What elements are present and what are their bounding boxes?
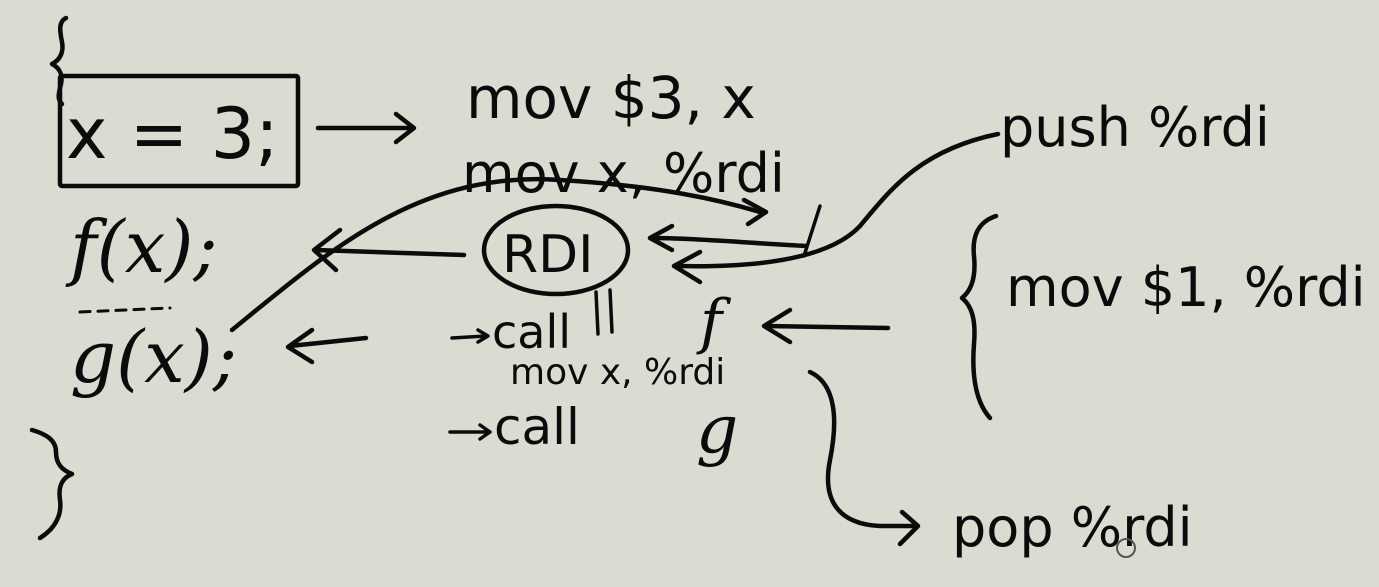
tick-mark: [804, 206, 820, 256]
close-brace: [32, 430, 72, 538]
arrow-mov-one-to-f: [764, 310, 888, 342]
annotation-pop: pop %rdi: [952, 496, 1193, 559]
call-g-statement: g(x);: [70, 315, 238, 399]
rdi-register-label: RDI: [502, 225, 594, 285]
call-f-statement: f(x);: [70, 205, 218, 289]
arrow-call-to-g: [288, 330, 366, 362]
call-g-line: [450, 391, 738, 468]
annotation-push: push %rdi: [1000, 96, 1270, 159]
arrow-into-rdi: [652, 238, 806, 246]
curve-to-pop: [810, 372, 914, 526]
arrow-assign-to-asm: [318, 114, 414, 142]
asm-line-mov-x-rdi: mov x, %rdi: [462, 142, 785, 205]
call-f-arrow: [452, 330, 488, 342]
call-f-target: f: [700, 287, 723, 357]
call-f-op: call: [492, 305, 572, 359]
assignment-statement: x = 3;: [66, 93, 279, 175]
asm-line-mov-again: mov x, %rdi: [510, 352, 726, 393]
right-brace: [962, 216, 996, 418]
annotation-mov-one: mov $1, %rdi: [1006, 256, 1366, 319]
call-f-line: [452, 287, 732, 359]
ditto-mark-1: [596, 290, 612, 334]
dashed-separator: [80, 308, 170, 312]
call-g-op: call: [494, 398, 580, 456]
call-g-target: g: [696, 391, 739, 468]
call-g-arrow: [450, 425, 490, 439]
asm-line-mov-3: mov $3, x: [466, 64, 756, 132]
